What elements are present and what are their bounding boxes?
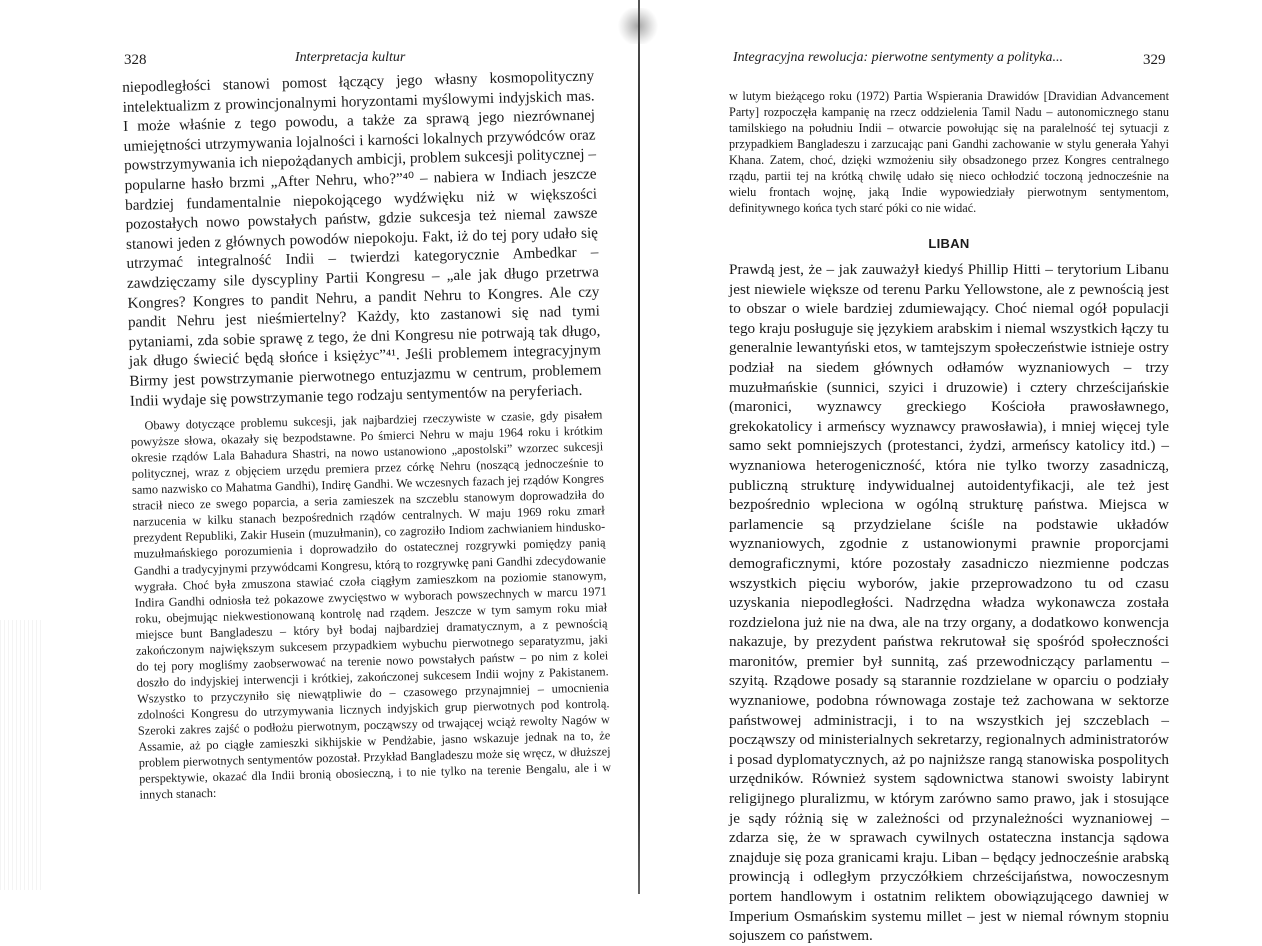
book-gutter bbox=[638, 0, 640, 894]
right-page bbox=[641, 0, 1262, 945]
scan-edge-noise bbox=[0, 620, 42, 890]
left-small-paragraph: Obawy dotyczące problemu sukcesji, jak najbardziej rzeczywiste w czasie, gdy pisałem powyższe słowa, okazały się bezpodstawne. Po śmierci Nehru w maju 1964 roku i krótkim okresie rządów Lala Bahadura Shastri, na nowo ustanowiono „apostolski” wzorzec sukcesji politycznej, wraz z objęciem urzędu premiera przez córkę Nehru (noszącą jednocześnie to samo nazwisko co Mahatma Gandhi), Indirę Gandhi. We wczesnych fazach jej rządów Kongres stracił nieco ze swego poparcia, a seria zamieszek na szczeblu stanowym doprowadziła do narzucenia w kilku stanach bezpośrednich rządów centralnych. W maju 1969 roku zmarł prezydent Republiki, Zakir Husein (muzułmanin), co zagroziło Indiom zachwianiem hindusko-muzułmańskiego porozumienia i doprowadziło do ostatecznej rozgrywki pomiędzy panią Gandhi a tradycyjnymi przywódcami Kongresu, którą to rozgrywkę pani Gandhi zdecydowanie wygrała. Choć była zmuszona stawiać czoła ciągłym zamieszkom na poziomie stanowym, Indira Gandhi odniosła też pokazowe zwycięstwo w wyborach powszechnych w marcu 1971 roku, obejmując niekwestionowaną kontrolę nad rządem. Jeszcze w tym samym roku miał miejsce bunt Bangladeszu – który był bodaj najbardziej dramatycznym, a z pewnością zakończonym największym sukcesem przypadkiem wybuchu pierwotnego separatyzmu, jaki do tej pory mogliśmy zaobserwować na terenie nowo powstałych państw – po nim z kolei doszło do indyjskiej interwencji i krótkiej, zakończonej sukcesem Indii wojny z Pakistanem. Wszystko to przyczyniło się niewątpliwie do – czasowego przynajmniej – umocnienia zdolności Kongresu do utrzymywania licznych indyjskich grup pierwotnych pod kontrolą. Szeroki zakres zajść o podłożu pierwotnym, począwszy od trwającej wciąż rewolty Nagów w Assamie, aż po ciągłe zamieszki sikhijskie w Pendżabie, jasno wskazuje jednak na to, że problem pierwotnych sentymentów pozostał. Przykład Bangladeszu może się wręcz, w dłuższej perspektywie, okazać dla Indii bronią obosieczną, i to nie tylko na terenie Bengalu, ale i w innych stanach: bbox=[130, 407, 612, 802]
right-continued-paragraph: w lutym bieżącego roku (1972) Partia Wspierania Drawidów [Dravidian Advancement Party] rozpoczęła kampanię na rzecz oddzielenia Tamil Nadu – autonomicznego stanu tamilskiego na południu Indii – otwarcie powołując się na paralelność tej sytuacji z przypadkiem Bangladeszu i zarzucając pani Gandhi zachowanie w stylu generała Yahyi Khana. Zatem, choć, dzięki wzmożeniu siły obsadzonego przez Kongres centralnego rządu, partii tej na krótką chwilę udało się nieco ochłodzić toczoną jednocześnie na wielu frontach wojnę, jaką Indie wypowiedziały pierwotnym sentymentom, definitywnego końca tych starć póki co nie widać. bbox=[729, 89, 1169, 216]
section-heading: LIBAN bbox=[928, 236, 970, 251]
left-running-head: Interpretacja kultur bbox=[295, 50, 406, 65]
left-text-block bbox=[122, 66, 612, 803]
right-page-number: 329 bbox=[1143, 52, 1166, 68]
right-section-paragraph: Prawdą jest, że – jak zauważył kiedyś Phillip Hitti – terytorium Libanu jest niewiele większe od terenu Parku Yellowstone, ale z pewnością jest to obszar o wiele bardziej zdumiewający. Choć niemal ogół populacji tego kraju posługuje się językiem arabskim i niemal wszystkich łączy tu generalnie lewantyński etos, w tamtejszym społeczeństwie istnieje ostry podział na siedem głównych odłamów wyznaniowych – trzy muzułmańskie (sunnici, szyici i druzowie) i cztery chrześcijańskie (maronici, wyznawcy greckiego Kościoła prawosławnego, grekokatolicy i armeńscy wyznawcy prawosławia), i mniej więcej tyle samo sekt pomniejszych (protestanci, żydzi, armeńscy katolicy itd.) – wyznaniowa heterogeniczność, która nie tylko tworzy zasadniczą, publiczną strukturę indywidualnej autoidentyfikacji, ale też jest bezpośrednio wpleciona w ogólną strukturę państwa. Miejsca w parlamencie są przydzielane ściśle na podstawie układów wyznaniowych, zgodnie z ustanowionymi prawnie proporcjami demograficznymi, które pozostały zasadniczo niezmienne podczas wszystkich pięciu wyborów, jakie przeprowadzono tu od czasu uzyskania niepodległości. Nadrzędna władza wykonawcza została rozdzielona już nie na dwa, ale na trzy organy, a dodatkowo konwencja nakazuje, by prezydent państwa rekrutował się spośród społeczności maronitów, premier był sunnitą, zaś przewodniczący parlamentu – szyitą. Rządowe posady są starannie rozdzielane w oparciu o podziały wyznaniowe, podobna równowaga zostaje też zachowana w sektorze państwowej administracji, i to na wszystkich jej szczeblach – począwszy od ministerialnych sekretarzy, regionalnych administratorów i posad dyplomatycznych, aż po najniższe rangą stanowiska pospolitych urzędników. Również system sądownictwa stanowi swoisty labirynt religijnego pluralizmu, w którym zarówno samo prawo, jak i stosujące je sądy różnią się w zależności od przynależności wyznaniowej – zdarza się, że w sprawach cywilnych ostateczna instancja sądowa znajduje się poza granicami kraju. Liban – będący jednocześnie arabską prowincją i odległym przyczółkiem chrześcijaństwa, nowoczesnym portem handlowym i ostatnim reliktem obowiązującego dawniej w Imperium Osmańskim systemu millet – jest w niemal równym stopniu sojuszem co państwem. bbox=[729, 261, 1169, 945]
right-running-head: Integracyjna rewolucja: pierwotne sentymenty a polityka... bbox=[733, 50, 1063, 65]
left-page bbox=[0, 0, 640, 894]
left-page-number: 328 bbox=[124, 52, 147, 68]
left-main-paragraph: niepodległości stanowi pomost łączący jego własny kosmopolityczny intelektualizm z prowincjonalnymi horyzontami myślowymi indyjskich mas. I może właśnie z tego powodu, a także za sprawą jego niezrównanej umiejętności utrzymywania lojalności i karności lokalnych przywódców oraz powstrzymywania ich niepożądanych ambicji, problem sukcesji politycznej – popularne hasło brzmi „After Nehru, who?”⁴⁰ – nabiera w Indiach jeszcze bardziej fundamentalnie niepokojącego wydźwięku niż w większości pozostałych nowo powstałych państw, gdzie sukcesja też niemal zawsze stanowi jeden z głównych powodów niepokoju. Fakt, iż do tej pory udało się utrzymać integralność Indii – twierdzi kategorycznie Ambedkar – zawdzięczamy sile dyscypliny Partii Kongresu – „ale jak długo przetrwa Kongres? Kongres to pandit Nehru, a pandit Nehru to Kongres. Ale czy pandit Nehru jest nieśmiertelny? Każdy, kto zastanowi się nad tymi pytaniami, zda sobie sprawę z tego, że dni Kongresu nie potrwają tak długo, jak długo świecić będą słońce i księżyc”⁴¹. Jeśli problemem integracyjnym Birmy jest powstrzymanie pierwotnego entuzjazmu w centrum, problemem Indii wydaje się powstrzymanie tego rodzaju sentymentów na peryferiach. bbox=[122, 67, 602, 410]
